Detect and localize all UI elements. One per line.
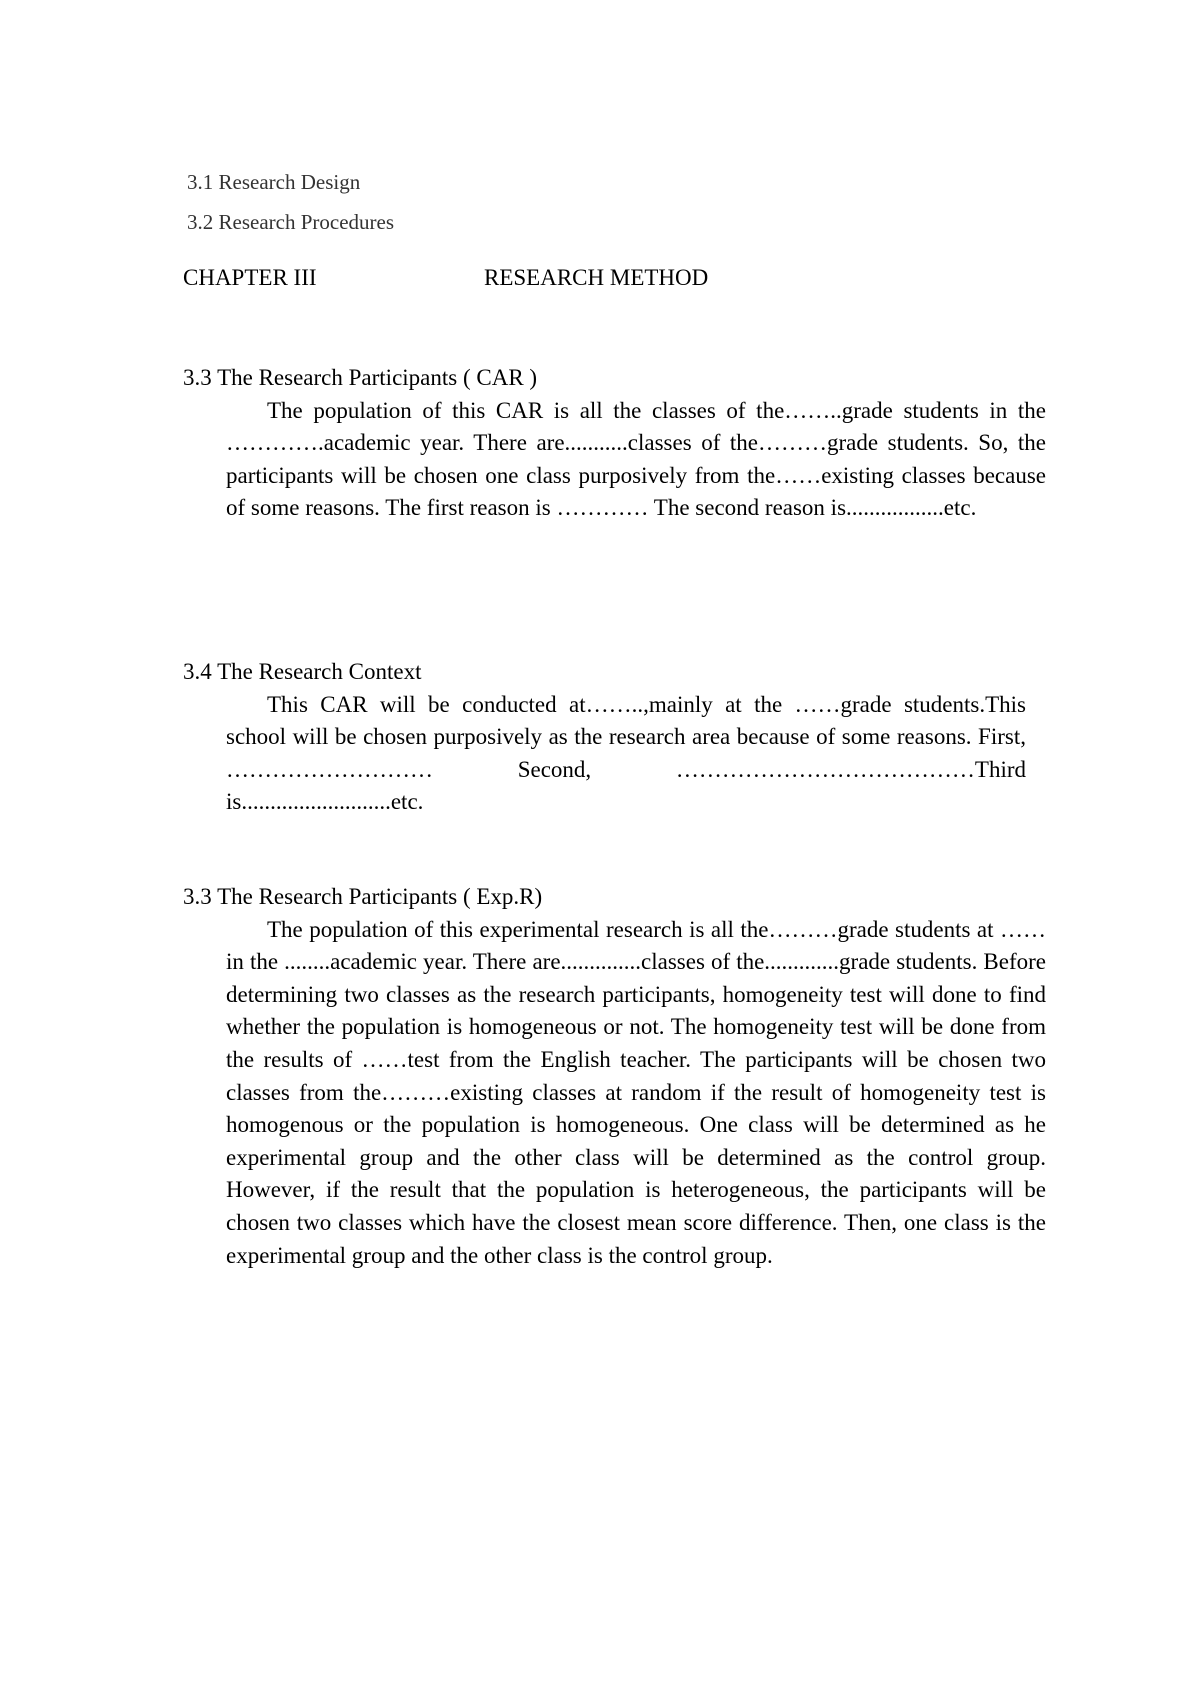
section-title: 3.3 The Research Participants ( Exp.R) <box>183 884 543 909</box>
toc-item-research-design: 3.1 Research Design <box>187 170 361 194</box>
section-title: 3.4 The Research Context <box>183 659 422 684</box>
toc-item-research-procedures: 3.2 Research Procedures <box>187 210 395 234</box>
section-research-participants-exp <box>183 881 1046 1272</box>
chapter-heading <box>183 265 708 291</box>
chapter-number: CHAPTER III <box>183 265 317 290</box>
section-research-participants-car <box>183 362 1046 525</box>
section-paragraph: The population of this experimental research is all the………grade students at ……in the ........academic year. There are..............classes of the.............grade students. Before determining two classes as the research participants, homogeneity test will done to find whether the population is homogeneous or not. The homogeneity test will be done from the results of ……test from the English teacher. The participants will be chosen two classes from the………existing classes at random if the result of homogeneity test is homogenous or the population is homogeneous. One class will be determined as he experimental group and the other class will be determined as the control group. However, if the result that the population is heterogeneous, the participants will be chosen two classes which have the closest mean score difference. Then, one class is the experimental group and the other class is the control group. <box>226 916 1046 1268</box>
section-paragraph: The population of this CAR is all the classes of the……..grade students in the ………….academic year. There are...........classes of the………grade students. So, the participants will be chosen one class purposively from the……existing classes because of some reasons. The first reason is ………… The second reason is.................etc. <box>226 397 1046 521</box>
section-research-context <box>183 656 1043 819</box>
section-paragraph: This CAR will be conducted at……..,mainly at the ……grade students.This school will be chosen purposively as the research area because of some reasons. First, ……………………… Second, …………………………………Third is..........................etc. <box>226 691 1026 815</box>
section-title: 3.3 The Research Participants ( CAR ) <box>183 365 538 390</box>
chapter-title: RESEARCH METHOD <box>484 265 709 290</box>
